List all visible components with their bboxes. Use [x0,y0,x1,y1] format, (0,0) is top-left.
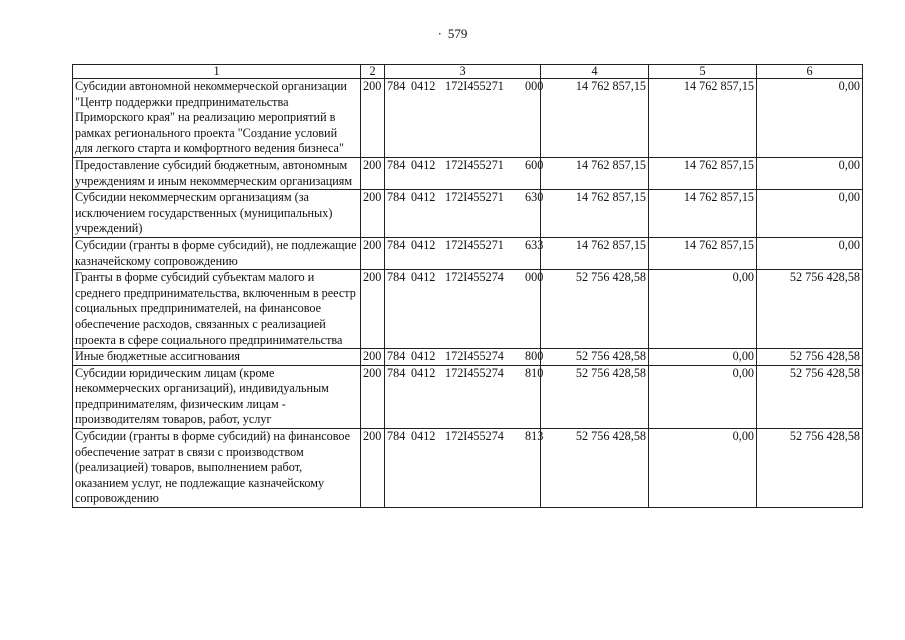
classifier-section: 0412 [411,157,436,172]
row-name: Субсидии (гранты в форме субсидий) на финансовое обеспечение затрат в связи с производством (реализацией) товаров, выполнением работ, оказанием услуг, не подлежащие казначейскому сопровождению [73,429,361,508]
row-code: 200 [361,270,385,349]
table-row [73,237,863,269]
table-row [73,429,863,508]
classifier-section: 0412 [411,429,436,444]
classifier-dept: 784 [387,79,406,93]
classifier-section: 0412 [411,79,436,93]
row-classifier [385,79,544,158]
classifier-dept: 784 [387,365,406,380]
row-classifier [385,365,544,428]
header-col-5: 5 [649,65,757,79]
row-col4: 52 756 428,58 [541,429,649,508]
classifier-dept: 784 [387,429,406,444]
row-col5: 0,00 [649,349,757,366]
row-classifier [385,237,544,269]
row-classifier [385,190,544,238]
row-col5: 14 762 857,15 [649,157,757,189]
classifier-section: 0412 [411,365,436,380]
row-name: Субсидии некоммерческим организациям (за исключением государственных (муниципальных) учреждений) [73,190,361,238]
budget-table [72,64,863,508]
classifier-section: 0412 [411,349,436,364]
row-classifier [385,270,544,349]
row-code: 200 [361,157,385,189]
row-col5: 14 762 857,15 [649,237,757,269]
classifier-vr: 000 [525,79,544,93]
classifier-section: 0412 [411,237,436,252]
header-col-3: 3 [385,65,541,79]
row-col4: 52 756 428,58 [541,365,649,428]
classifier-target: 172I455271 [445,190,504,205]
row-code: 200 [361,79,385,158]
page-number-value: 579 [447,26,468,41]
classifier-vr: 800 [525,349,544,364]
classifier-target: 172I455271 [445,237,504,252]
table-row [73,79,863,158]
row-col5: 0,00 [649,270,757,349]
classifier-section: 0412 [411,270,436,285]
classifier-dept: 784 [387,237,406,252]
row-col4: 14 762 857,15 [541,190,649,238]
classifier-dept: 784 [387,157,406,172]
row-classifier [385,157,544,189]
row-name: Иные бюджетные ассигнования [73,349,361,366]
page-number [0,26,905,42]
row-col5: 14 762 857,15 [649,79,757,158]
classifier-vr: 633 [525,237,544,252]
row-col6: 0,00 [757,237,863,269]
classifier-vr: 000 [525,270,544,285]
table-body [73,79,863,508]
row-col6: 52 756 428,58 [757,429,863,508]
row-col4: 52 756 428,58 [541,349,649,366]
table-row [73,365,863,428]
table-row [73,270,863,349]
page-number-dot: · [437,26,442,41]
row-classifier [385,429,544,508]
row-code: 200 [361,429,385,508]
row-col4: 14 762 857,15 [541,79,649,158]
classifier-vr: 600 [525,157,544,172]
row-name: Субсидии (гранты в форме субсидий), не подлежащие казначейскому сопровождению [73,237,361,269]
table-row [73,349,863,366]
row-name: Предоставление субсидий бюджетным, автономным учреждениям и иным некоммерческим организациям [73,157,361,189]
row-name: Субсидии юридическим лицам (кроме некоммерческих организаций), индивидуальным предпринимателям, физическим лицам - производителям товаров, работ, услуг [73,365,361,428]
classifier-vr: 810 [525,365,544,380]
classifier-target: 172I455274 [445,365,504,380]
header-col-6: 6 [757,65,863,79]
table-row [73,190,863,238]
row-col5: 0,00 [649,365,757,428]
row-col6: 52 756 428,58 [757,270,863,349]
row-col5: 0,00 [649,429,757,508]
classifier-target: 172I455274 [445,270,504,285]
classifier-section: 0412 [411,190,436,205]
row-col6: 52 756 428,58 [757,349,863,366]
row-code: 200 [361,237,385,269]
row-col6: 0,00 [757,79,863,158]
header-row [73,65,863,79]
table-row [73,157,863,189]
row-col5: 14 762 857,15 [649,190,757,238]
row-code: 200 [361,365,385,428]
row-col6: 0,00 [757,190,863,238]
row-col4: 52 756 428,58 [541,270,649,349]
classifier-target: 172I455274 [445,349,504,364]
row-code: 200 [361,349,385,366]
row-classifier [385,349,544,366]
row-col6: 52 756 428,58 [757,365,863,428]
classifier-target: 172I455271 [445,157,504,172]
header-col-4: 4 [541,65,649,79]
classifier-dept: 784 [387,349,406,364]
row-col4: 14 762 857,15 [541,237,649,269]
row-code: 200 [361,190,385,238]
row-name: Гранты в форме субсидий субъектам малого и среднего предпринимательства, включенным в реестр социальных предпринимателей, на финансовое обеспечение расходов, связанных с реализацией проекта в сфере социального предпринимательства [73,270,361,349]
classifier-target: 172I455271 [445,79,504,93]
row-col6: 0,00 [757,157,863,189]
classifier-dept: 784 [387,270,406,285]
classifier-target: 172I455274 [445,429,504,444]
header-col-2: 2 [361,65,385,79]
classifier-vr: 630 [525,190,544,205]
row-col4: 14 762 857,15 [541,157,649,189]
row-name: Субсидии автономной некоммерческой организации "Центр поддержки предпринимательства Приморского края" на реализацию мероприятий в рамках регионального проекта "Создание условий для легкого старта и комфортного ведения бизнеса" [73,79,361,158]
classifier-dept: 784 [387,190,406,205]
classifier-vr: 813 [525,429,544,444]
header-col-1: 1 [73,65,361,79]
